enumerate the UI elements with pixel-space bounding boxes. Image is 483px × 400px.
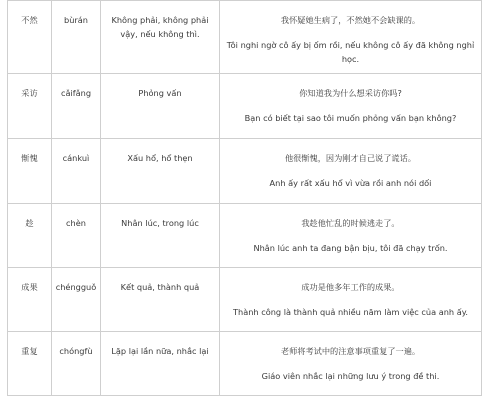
word-cell: 趁 <box>8 204 52 268</box>
word-cell: 惭愧 <box>8 139 52 204</box>
table-row <box>8 268 482 332</box>
example-vietnamese: Thành công là thành quả nhiều năm làm việc của anh ấy. <box>233 307 468 317</box>
example-vietnamese: Giáo viên nhắc lại những lưu ý trong đề thi. <box>261 371 440 381</box>
example-cell <box>220 204 482 268</box>
table-row <box>8 332 482 396</box>
table-row <box>8 139 482 204</box>
example-chinese: 你知道我为什么想采访你吗? <box>299 88 402 98</box>
pinyin-cell: chóngfù <box>52 332 101 396</box>
example-vietnamese: Anh ấy rất xấu hổ vì vừa rồi anh nói dối <box>269 178 432 188</box>
word-cell: 不然 <box>8 1 52 74</box>
example-cell <box>220 74 482 139</box>
word-cell: 采访 <box>8 74 52 139</box>
example-vietnamese: Nhân lúc anh ta đang bận bịu, tôi đã chạy trốn. <box>253 243 448 253</box>
example-vietnamese: Bạn có biết tại sao tôi muốn phỏng vấn bạn không? <box>244 113 457 123</box>
meaning-cell: Nhân lúc, trong lúc <box>101 204 220 268</box>
example-chinese: 老师将考试中的注意事项重复了一遍。 <box>280 346 421 356</box>
example-chinese: 我趁他忙乱的时候逃走了。 <box>301 218 400 228</box>
meaning-cell: Kết quả, thành quả <box>101 268 220 332</box>
pinyin-cell: bùrán <box>52 1 101 74</box>
word-cell: 成果 <box>8 268 52 332</box>
example-chinese: 我怀疑她生病了，不然她不会缺课的。 <box>280 15 421 25</box>
table-row <box>8 74 482 139</box>
word-cell: 重复 <box>8 332 52 396</box>
table-row <box>8 204 482 268</box>
pinyin-cell: cánkuì <box>52 139 101 204</box>
example-vietnamese: Tôi nghi ngờ cô ấy bị ốm rồi, nếu không cô ấy đã không nghỉ học. <box>226 40 475 64</box>
example-chinese: 成功是他多年工作的成果。 <box>301 282 400 292</box>
example-chinese: 他很惭愧，因为刚才自己说了谎话。 <box>284 153 416 163</box>
example-cell <box>220 268 482 332</box>
vocabulary-table <box>7 0 482 396</box>
example-cell <box>220 139 482 204</box>
meaning-cell: Lặp lại lần nữa, nhắc lại <box>101 332 220 396</box>
example-cell <box>220 1 482 74</box>
pinyin-cell: chèn <box>52 204 101 268</box>
pinyin-cell: cǎifǎng <box>52 74 101 139</box>
meaning-cell: Xấu hổ, hổ thẹn <box>101 139 220 204</box>
meaning-cell: Không phải, không phải vậy, nếu không thì. <box>101 1 220 74</box>
pinyin-cell: chéngguǒ <box>52 268 101 332</box>
meaning-cell: Phỏng vấn <box>101 74 220 139</box>
example-cell <box>220 332 482 396</box>
table-row <box>8 1 482 74</box>
